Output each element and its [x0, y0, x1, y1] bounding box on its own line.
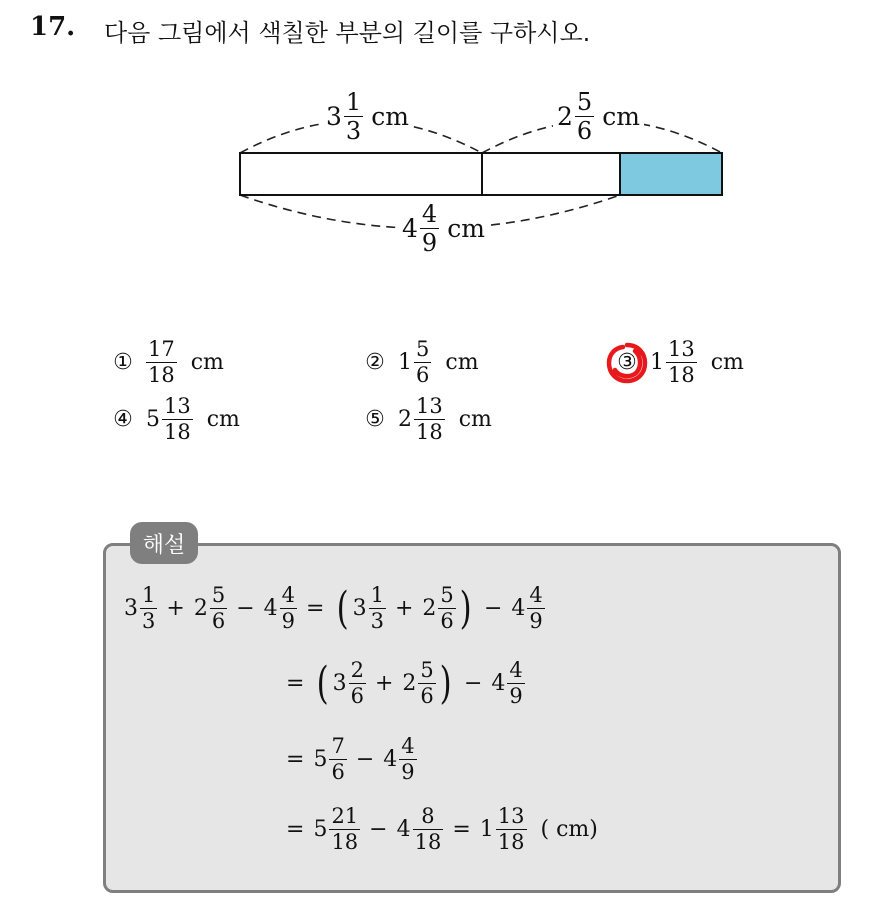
parenthesis: ) — [439, 657, 452, 709]
mixed-number — [194, 585, 227, 632]
mixed-number — [333, 660, 366, 707]
numerator: 2 — [350, 658, 364, 682]
mixed-number — [402, 202, 439, 255]
choice-number: ④ — [113, 407, 133, 432]
fraction — [329, 806, 360, 853]
fraction — [329, 736, 346, 783]
fraction — [369, 585, 386, 632]
fraction — [280, 585, 297, 632]
denominator: 18 — [148, 363, 175, 387]
shaded-segment — [620, 153, 722, 195]
mixed-number — [557, 90, 594, 143]
numerator: 5 — [576, 88, 593, 116]
mixed-number — [124, 585, 157, 632]
choice-1[interactable] — [110, 339, 224, 386]
unit-label: cm — [710, 350, 744, 375]
numerator: 21 — [331, 804, 359, 828]
numerator: 1 — [370, 583, 384, 607]
mixed-number — [402, 660, 435, 707]
operator: − — [236, 596, 255, 621]
mixed-number — [313, 806, 360, 853]
parenthesis: ( — [317, 657, 330, 709]
question-text: 다음 그림에서 색칠한 부분의 길이를 구하시오. — [104, 19, 591, 47]
question-number: 17. — [30, 12, 76, 42]
denominator: 6 — [440, 609, 454, 633]
whole-part: 2 — [193, 596, 208, 621]
mixed-number — [650, 339, 697, 386]
fraction — [349, 660, 366, 707]
operator: + — [166, 596, 185, 621]
denominator: 3 — [345, 117, 362, 145]
numerator: 1 — [142, 583, 156, 607]
operator: = — [286, 747, 305, 772]
label-top-right — [553, 90, 644, 143]
solution-line-3 — [286, 736, 417, 783]
numerator: 4 — [529, 583, 543, 607]
operator: = — [286, 671, 305, 696]
bar-diagram — [0, 0, 884, 300]
denominator: 6 — [420, 684, 434, 708]
denominator: 18 — [416, 420, 443, 444]
denominator: 9 — [529, 609, 543, 633]
fraction — [575, 90, 594, 143]
bar-segment-2 — [482, 153, 620, 195]
mixed-number — [397, 806, 444, 853]
fraction — [146, 339, 177, 386]
fraction — [399, 736, 416, 783]
numerator: 1 — [345, 88, 362, 116]
numerator: 13 — [416, 394, 443, 418]
denominator: 9 — [509, 684, 523, 708]
mixed-number — [480, 806, 527, 853]
fraction — [527, 585, 544, 632]
numerator: 5 — [416, 337, 430, 361]
denominator: 6 — [576, 117, 593, 145]
fraction — [420, 202, 439, 255]
mixed-number — [398, 339, 431, 386]
denominator: 6 — [350, 684, 364, 708]
mixed-number — [422, 585, 455, 632]
numerator: 13 — [497, 804, 525, 828]
numerator: 8 — [421, 804, 435, 828]
whole-part: 4 — [491, 671, 506, 696]
numerator: 13 — [164, 394, 191, 418]
operator: = — [306, 596, 325, 621]
choice-number: ⑤ — [365, 407, 385, 432]
operator: − — [463, 671, 483, 696]
denominator: 18 — [497, 830, 525, 854]
denominator: 18 — [668, 363, 695, 387]
denominator: 6 — [331, 760, 345, 784]
whole-part: 2 — [398, 407, 412, 432]
denominator: 6 — [416, 363, 430, 387]
unit-label: cm — [190, 350, 224, 375]
fraction — [414, 339, 431, 386]
whole-part: 4 — [396, 817, 411, 842]
fraction — [418, 660, 435, 707]
whole-part: 5 — [146, 407, 160, 432]
numerator: 4 — [281, 583, 295, 607]
mixed-number — [146, 396, 193, 443]
fraction — [414, 396, 445, 443]
numerator: 4 — [509, 658, 523, 682]
numerator: 5 — [440, 583, 454, 607]
unit-label: cm — [206, 407, 240, 432]
solution-tag: 해설 — [130, 522, 198, 564]
whole-part: 2 — [402, 671, 417, 696]
numerator: 5 — [211, 583, 226, 607]
whole-part: 4 — [383, 747, 398, 772]
mixed-number — [383, 736, 416, 783]
unit-label: cm — [447, 214, 485, 243]
label-bottom — [398, 202, 489, 255]
solution-line-4 — [286, 806, 598, 853]
denominator: 18 — [414, 830, 442, 854]
fraction — [413, 806, 444, 853]
numerator: 4 — [421, 200, 438, 228]
fraction — [162, 396, 193, 443]
operator: − — [483, 596, 503, 621]
label-top-left — [322, 90, 413, 143]
denominator: 6 — [211, 609, 226, 633]
denominator: 9 — [401, 760, 415, 784]
whole-part: 2 — [422, 596, 437, 621]
whole-part: 1 — [398, 350, 412, 375]
choice-2[interactable] — [362, 339, 479, 386]
whole-part: 3 — [124, 596, 138, 621]
operator: − — [369, 817, 388, 842]
unit-label: ( cm) — [540, 817, 598, 842]
whole-part: 4 — [511, 596, 526, 621]
fraction — [507, 660, 524, 707]
choice-4[interactable] — [110, 396, 240, 443]
denominator: 3 — [370, 609, 384, 633]
mixed-number — [511, 585, 544, 632]
whole-part: 1 — [650, 350, 664, 375]
choice-3[interactable] — [614, 339, 744, 386]
whole-part: 5 — [313, 817, 328, 842]
unit-label: cm — [445, 350, 479, 375]
fraction — [496, 806, 527, 853]
unit-label: cm — [458, 407, 492, 432]
numerator: 17 — [148, 337, 175, 361]
choice-number: ② — [365, 350, 385, 375]
operator: = — [452, 817, 471, 842]
whole-part: 4 — [263, 596, 278, 621]
numerator: 7 — [331, 734, 345, 758]
fraction — [666, 339, 697, 386]
solution-line-1 — [124, 582, 545, 634]
whole-part: 2 — [557, 102, 573, 131]
numerator: 13 — [668, 337, 695, 361]
whole-part: 3 — [332, 671, 347, 696]
denominator: 18 — [164, 420, 191, 444]
numerator: 5 — [420, 658, 434, 682]
fraction — [344, 90, 363, 143]
mixed-number — [264, 585, 297, 632]
whole-part: 4 — [402, 214, 418, 243]
mixed-number — [353, 585, 386, 632]
operator: − — [355, 747, 375, 772]
mixed-number — [313, 736, 346, 783]
mixed-number — [491, 660, 524, 707]
unit-label: cm — [371, 102, 409, 131]
bar-segment-1 — [240, 153, 482, 195]
unit-label: cm — [602, 102, 640, 131]
fraction — [438, 585, 455, 632]
denominator: 9 — [421, 229, 438, 257]
choice-number: ① — [113, 350, 133, 375]
operator: = — [286, 817, 305, 842]
mixed-number — [326, 90, 363, 143]
denominator: 3 — [142, 609, 156, 633]
fraction — [210, 585, 227, 632]
choice-5[interactable] — [362, 396, 492, 443]
whole-part: 5 — [313, 747, 328, 772]
whole-part: 3 — [326, 102, 342, 131]
operator: + — [394, 596, 414, 621]
choice-number: ③ — [614, 350, 640, 375]
operator: + — [374, 671, 394, 696]
mixed-number — [398, 396, 445, 443]
parenthesis: ) — [459, 582, 472, 634]
denominator: 9 — [281, 609, 295, 633]
denominator: 18 — [331, 830, 359, 854]
whole-part: 1 — [479, 817, 494, 842]
fraction — [140, 585, 157, 632]
solution-line-2 — [286, 657, 525, 709]
numerator: 4 — [401, 734, 415, 758]
parenthesis: ( — [337, 582, 350, 634]
whole-part: 3 — [352, 596, 367, 621]
